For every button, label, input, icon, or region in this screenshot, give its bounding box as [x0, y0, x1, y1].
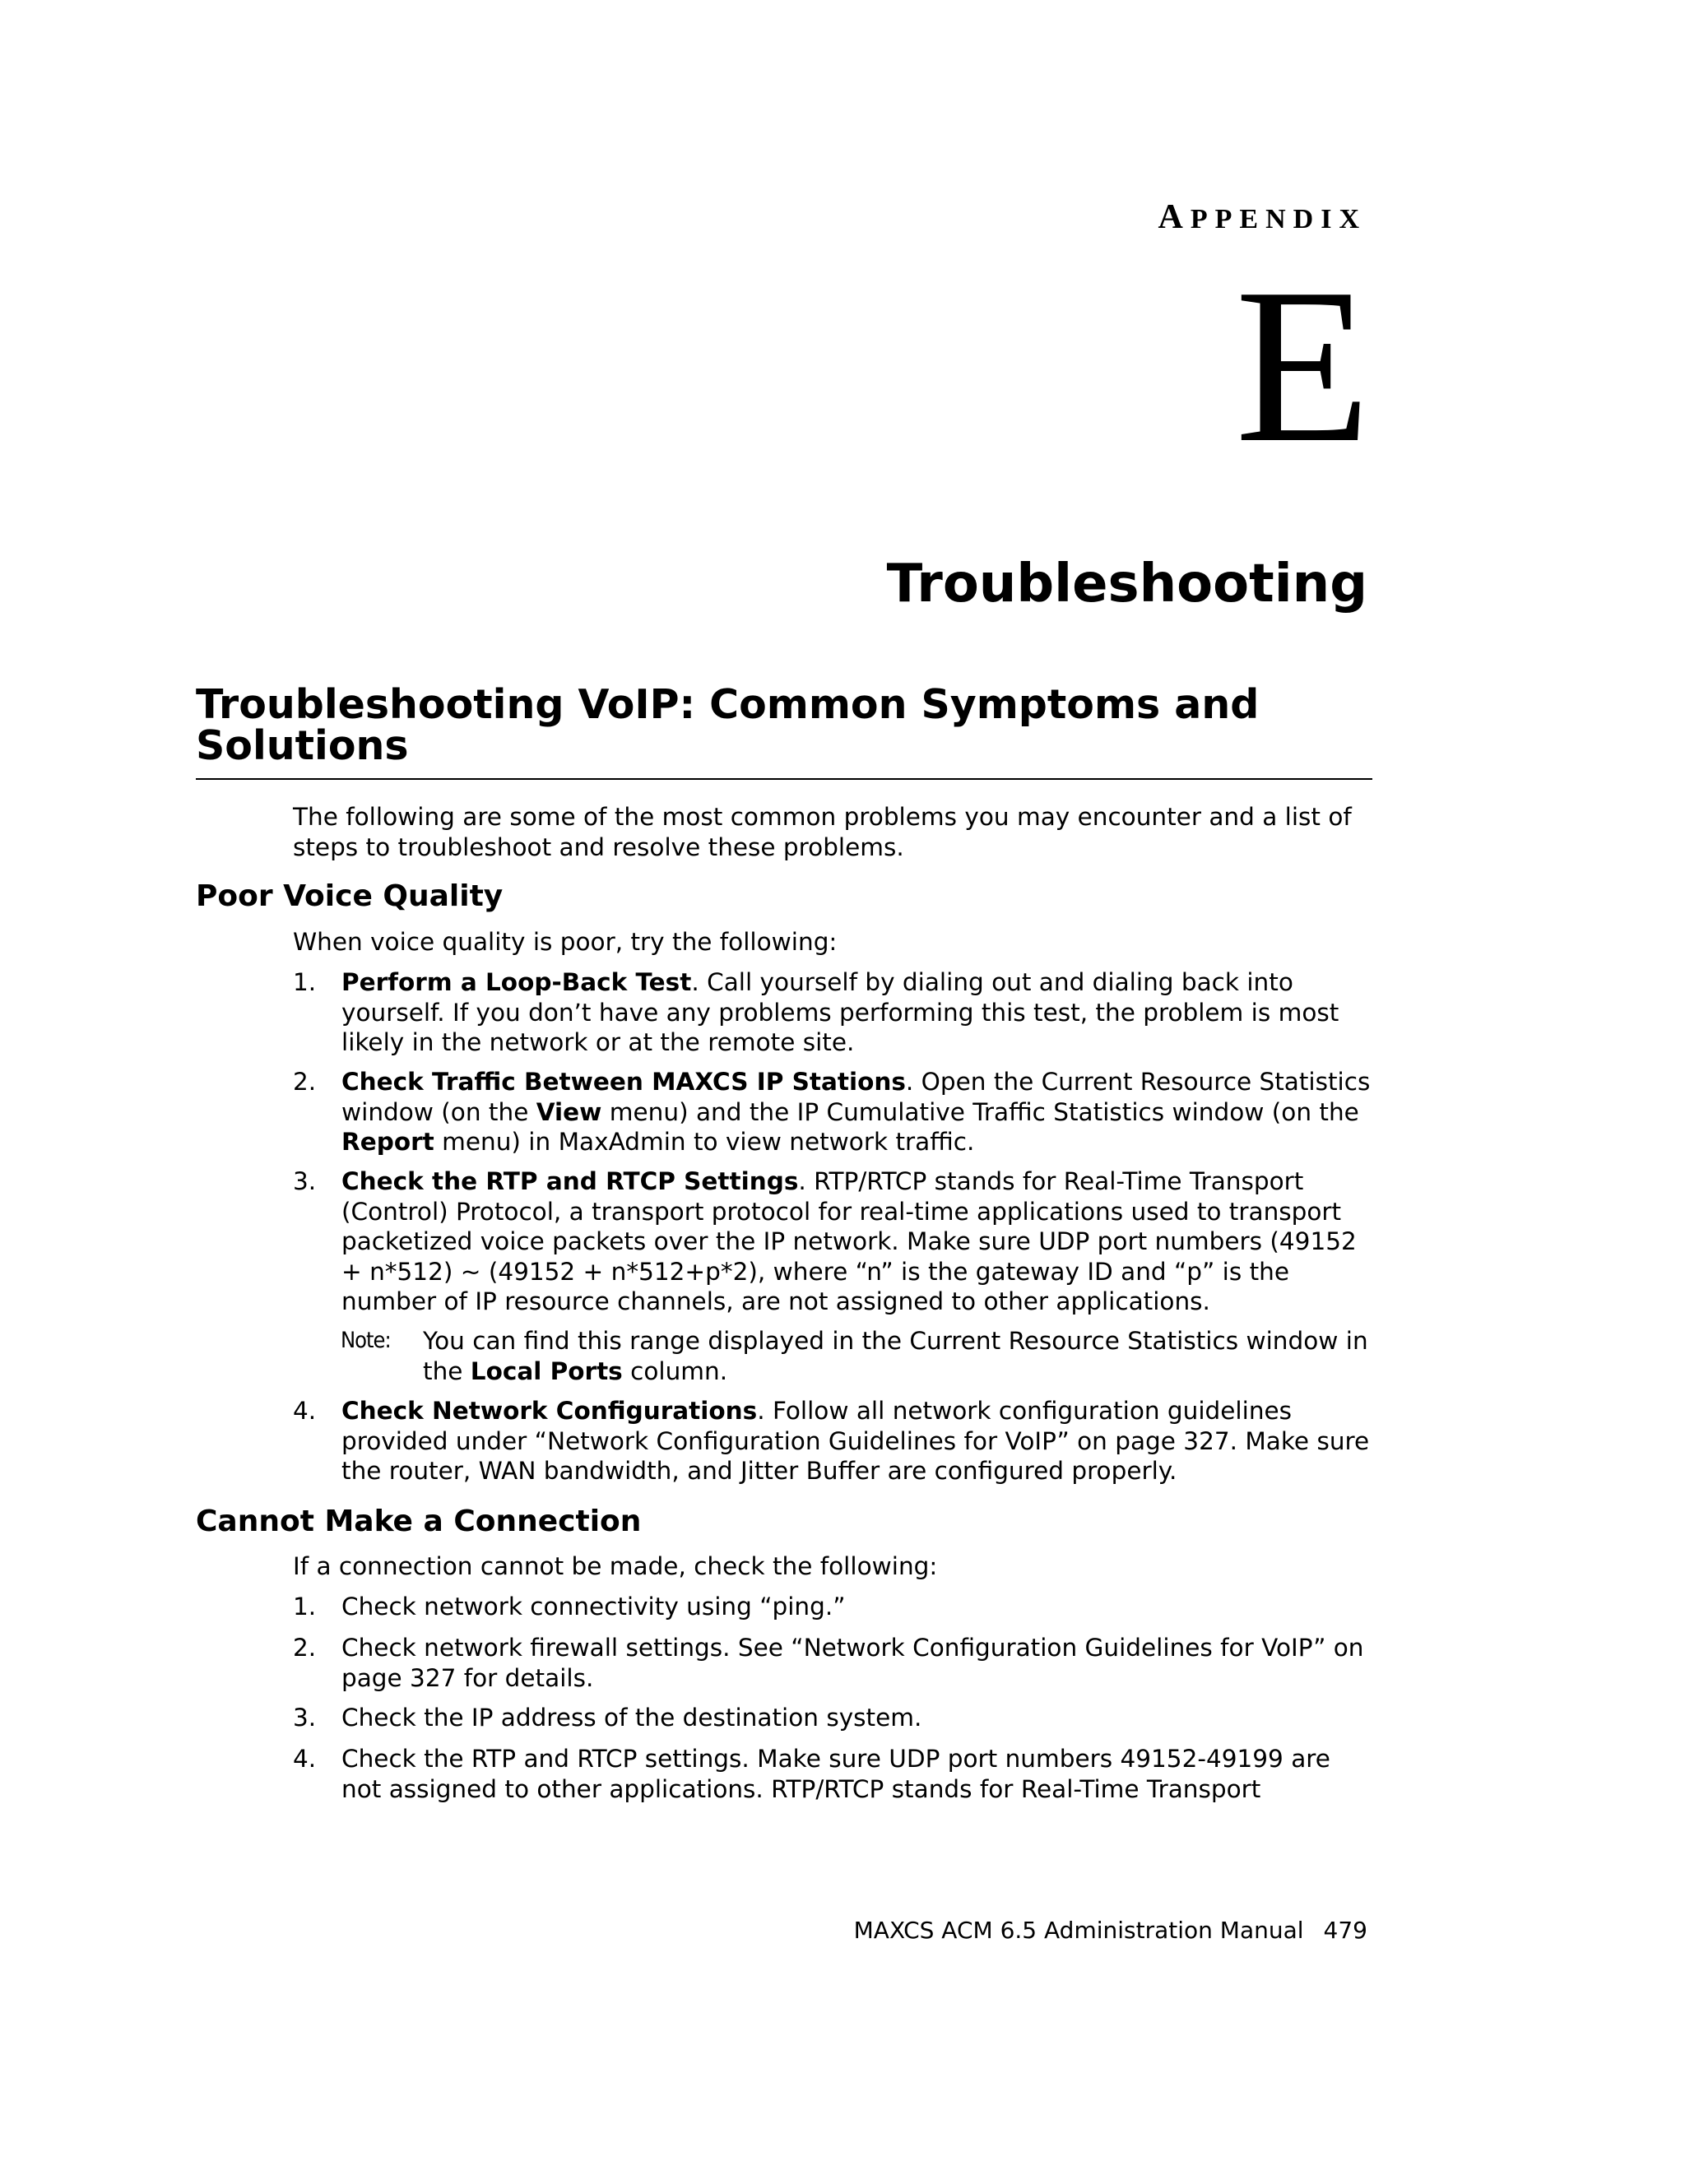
list-item-title: Perform a Loop-Back Test [341, 968, 692, 996]
list-item-body: . Call yourself by dialing out and dialing back into yourself. If you don’t have any problems performing this test, the problem is most likely in the network or at the remote site. [341, 968, 1339, 1056]
manual-title: MAXCS ACM 6.5 Administration Manual [853, 1917, 1304, 1944]
list-number: 1. [293, 968, 317, 996]
section-intro: The following are some of the most common problems you may encounter and a list of steps to troubleshoot and resolve these problems. [293, 803, 1352, 861]
list-item-body: . Follow all network configuration guidelines provided under “Network Configuration Guidelines for VoIP” on page 327. Make sure the router, WAN bandwidth, and Jitter Buffer are configured properly. [341, 1397, 1370, 1485]
appendix-label-rest: PPENDIX [1190, 204, 1367, 234]
menu-name-view: View [536, 1097, 602, 1126]
list-number: 1. [293, 1593, 317, 1621]
list-number: 4. [293, 1397, 317, 1425]
list-number: 2. [293, 1068, 317, 1096]
list-item [293, 1067, 1372, 1157]
list-item [293, 1166, 1372, 1317]
list-item-title: Check Traffic Between MAXCS IP Stations [341, 1068, 906, 1096]
list-text [341, 1166, 1372, 1317]
list-number: 2. [293, 1634, 317, 1662]
note-body: You can find this range displayed in the Current Resource Statistics window in the [423, 1327, 1368, 1385]
appendix-letter: E [1235, 243, 1371, 489]
list-text: Check network connectivity using “ping.” [341, 1593, 846, 1621]
note [341, 1326, 1372, 1386]
list-item [293, 1744, 1372, 1804]
note-column-name: Local Ports [470, 1356, 623, 1385]
chapter-title: Troubleshooting [886, 554, 1367, 614]
page-footer [854, 1917, 1367, 1944]
list-text [341, 1067, 1372, 1157]
list-number: 3. [293, 1704, 317, 1732]
list-item-body: menu) in MaxAdmin to view network traffic. [434, 1128, 975, 1156]
appendix-label-initial: A [1158, 198, 1191, 236]
list-number: 4. [293, 1745, 317, 1773]
list-item [293, 1396, 1372, 1486]
list-text [341, 967, 1372, 1058]
list-item-title: Check the RTP and RTCP Settings [341, 1167, 799, 1195]
no-connection-intro: If a connection cannot be made, check the following: [293, 1552, 938, 1580]
poor-voice-heading: Poor Voice Quality [196, 879, 504, 913]
menu-name-report: Report [341, 1128, 434, 1156]
section-title: Troubleshooting VoIP: Common Symptoms and Solutions [196, 684, 1372, 780]
list-number: 3. [293, 1167, 317, 1195]
list-item-body: . RTP/RTCP stands for Real-Time Transport (Control) Protocol, a transport protocol for real-time applications used to transport packetized voice packets over the IP network. Make sure UDP port numbers (49152 + n*512) ~ (49152 + n*512+p*2), where “n” is the gateway ID and “p” is the number of IP resource channels, are not assigned to other applications. [341, 1167, 1357, 1315]
note-text [423, 1326, 1372, 1386]
list-item-body: menu) and the IP Cumulative Traffic Statistics window (on the [601, 1097, 1359, 1126]
list-item-title: Check Network Configurations [341, 1397, 758, 1425]
list-item-body: . Open the Current Resource Statistics window (on the [341, 1068, 1371, 1126]
list-text [341, 1396, 1372, 1486]
list-item [293, 1703, 1372, 1733]
poor-voice-intro: When voice quality is poor, try the following: [293, 928, 838, 956]
list-text: Check network firewall settings. See “Network Configuration Guidelines for VoIP” on page 327 for details. [341, 1634, 1364, 1692]
list-item [293, 1633, 1372, 1693]
list-text: Check the RTP and RTCP settings. Make sure UDP port numbers 49152-49199 are not assigned to other applications. RTP/RTCP stands for Real-Time Transport [341, 1745, 1330, 1803]
page-number: 479 [1323, 1917, 1367, 1944]
no-connection-heading: Cannot Make a Connection [196, 1505, 642, 1538]
appendix-label [1158, 197, 1367, 237]
note-label: Note: [341, 1328, 391, 1353]
list-text: Check the IP address of the destination system. [341, 1704, 922, 1732]
list-item [293, 1592, 1372, 1622]
list-item [293, 967, 1372, 1058]
note-body: column. [622, 1356, 728, 1385]
